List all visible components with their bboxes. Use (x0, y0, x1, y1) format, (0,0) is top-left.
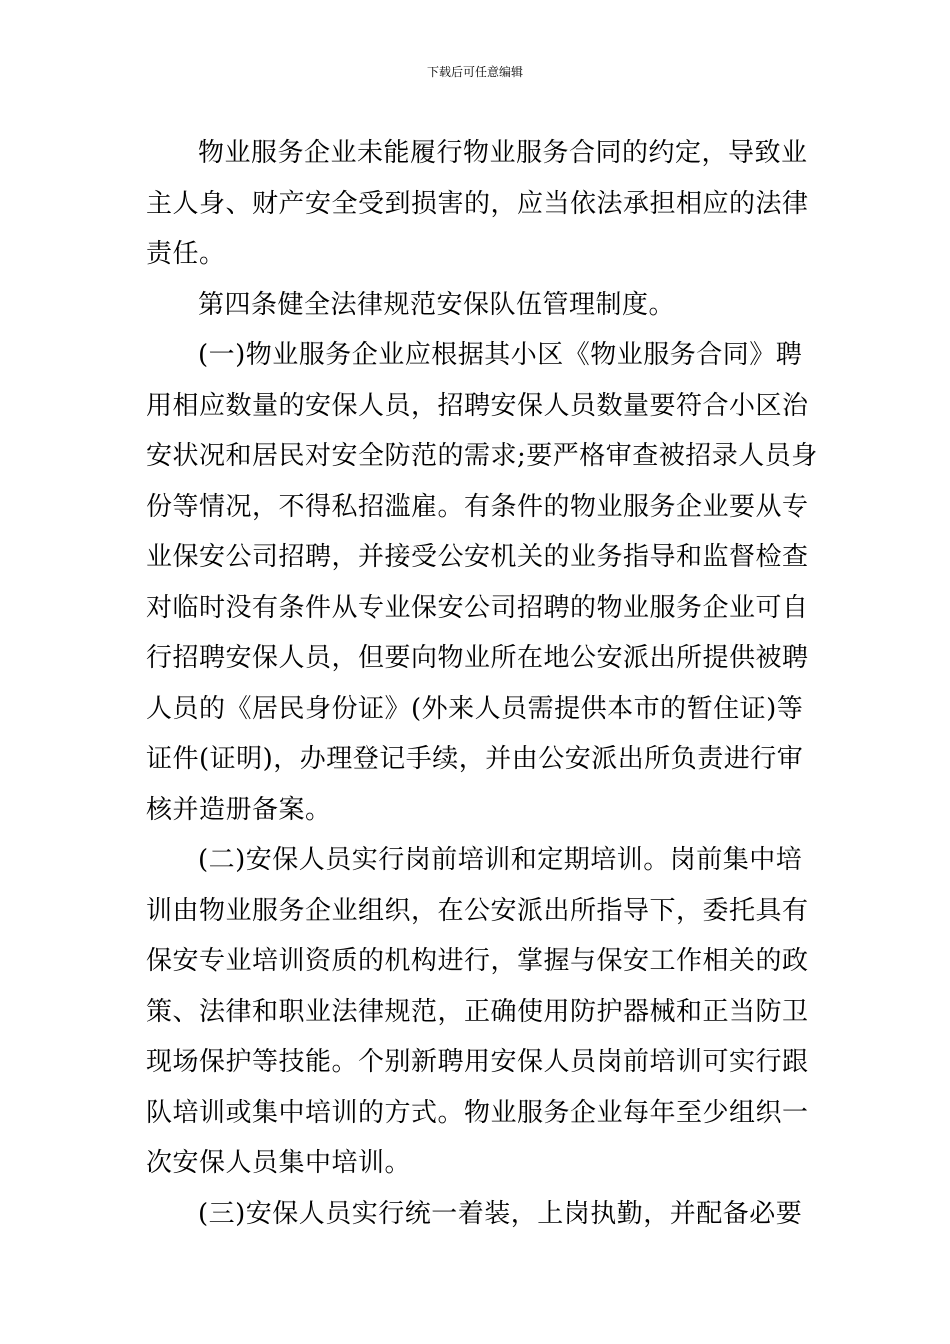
text-line: 份等情况，不得私招滥雇。有条件的物业服务企业要从专 (146, 491, 809, 522)
text-line: 核并造册备案。 (146, 794, 332, 825)
page-header: 下载后可任意编辑 (426, 65, 523, 79)
text-line: 队培训或集中培训的方式。物业服务企业每年至少组织一 (146, 1097, 809, 1128)
text-line: 现场保护等技能。个别新聘用安保人员岗前培训可实行跟 (146, 1047, 809, 1077)
text-line: 用相应数量的安保人员，招聘安保人员数量要符合小区治 (146, 390, 809, 421)
text-line: 证件(证明)，办理登记手续，并由公安派出所负责进行审 (146, 744, 804, 774)
text-line: 主人身、财产安全受到损害的，应当依法承担相应的法律 (146, 188, 809, 219)
text-line: 人员的《居民身份证》(外来人员需提供本市的暂住证)等 (146, 693, 804, 724)
article-heading: 第四条健全法律规范安保队伍管理制度。 (198, 289, 676, 320)
document-body (146, 128, 818, 1239)
text-line: 责任。 (146, 239, 226, 269)
text-line: 行招聘安保人员，但要向物业所在地公安派出所提供被聘 (146, 643, 809, 673)
text-line: (二)安保人员实行岗前培训和定期培训。岗前集中培 (198, 845, 803, 875)
text-line: 策、法律和职业法律规范，正确使用防护器械和正当防卫 (146, 996, 809, 1027)
text-line: 对临时没有条件从专业保安公司招聘的物业服务企业可自 (146, 592, 809, 623)
text-line: (三)安保人员实行统一着装，上岗执勤，并配备必要 (198, 1198, 803, 1229)
text-line: 训由物业服务企业组织，在公安派出所指导下，委托具有 (146, 895, 809, 926)
text-line: 业保安公司招聘，并接受公安机关的业务指导和监督检查 (146, 542, 809, 572)
text-line: 安状况和居民对安全防范的需求;要严格审查被招录人员身 (146, 441, 818, 471)
text-line: (一)物业服务企业应根据其小区《物业服务合同》聘 (198, 340, 803, 370)
text-line: 保安专业培训资质的机构进行，掌握与保安工作相关的政 (146, 946, 809, 976)
text-line: 次安保人员集中培训。 (146, 1148, 412, 1178)
text-line: 物业服务企业未能履行物业服务合同的约定，导致业 (198, 138, 808, 168)
